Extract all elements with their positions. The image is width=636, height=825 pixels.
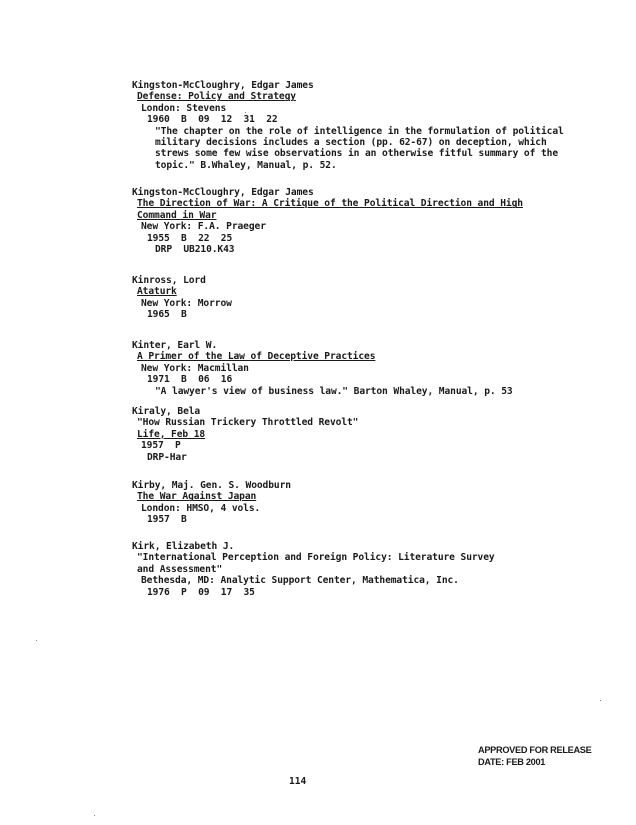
entry-author: Kingston-McCloughry, Edgar James	[132, 80, 314, 91]
entry-title: Defense: Policy and Strategy	[137, 91, 296, 103]
bibliography-entry	[132, 541, 612, 598]
entry-title: Command in War	[137, 209, 217, 221]
entry-note: topic." B.Whaley, Manual, p. 52.	[155, 159, 337, 171]
entry-codes: 1960 B 09 12 31 22	[147, 114, 278, 126]
entry-title: The Direction of War: A Critique of the Political Direction and High	[137, 198, 523, 210]
scan-speck	[36, 640, 37, 641]
bibliography-entry	[132, 340, 612, 397]
scan-speck	[245, 112, 246, 113]
entry-title: Ataturk	[137, 286, 177, 298]
entry-note: military decisions includes a section (pp. 62-67) on deception, which	[155, 137, 547, 149]
bibliography-entry	[132, 406, 612, 463]
bibliography-entry	[132, 480, 612, 526]
bibliography-entry	[132, 187, 612, 255]
entry-codes: 1971 B 06 16	[147, 374, 233, 386]
entry-journal: Life, Feb 18	[137, 428, 206, 440]
entry-location: DRP-Har	[147, 451, 187, 463]
entry-author: Kingston-McCloughry, Edgar James	[132, 187, 314, 198]
entry-title: A Primer of the Law of Deceptive Practices	[137, 351, 376, 363]
entry-publisher: New York: Macmillan	[141, 362, 249, 374]
entry-note: strews some few wise observations in an otherwise fitful summary of the	[155, 148, 558, 160]
entry-publisher: New York: F.A. Praeger	[141, 221, 266, 233]
entry-codes: 1965 B	[147, 309, 187, 321]
entry-article-title: "International Perception and Foreign Policy: Literature Survey	[137, 552, 495, 564]
entry-article-title: and Assessment"	[137, 563, 223, 575]
entry-codes: 1957 B	[147, 514, 187, 526]
scan-speck	[94, 815, 95, 816]
entry-article-title: "How Russian Trickery Throttled Revolt"	[137, 417, 359, 429]
entry-author: Kinross, Lord	[132, 275, 206, 286]
release-stamp-line: APPROVED FOR RELEASE	[478, 745, 592, 755]
entry-publisher: Bethesda, MD: Analytic Support Center, Mathematica, Inc.	[141, 575, 459, 587]
entry-location: DRP UB210.K43	[155, 244, 235, 256]
entry-codes: 1957 P	[141, 440, 181, 452]
release-stamp-date: DATE: FEB 2001	[478, 757, 546, 767]
bibliography-entry	[132, 275, 612, 321]
entry-author: Kinter, Earl W.	[132, 340, 218, 351]
entry-author: Kirk, Elizabeth J.	[132, 541, 235, 552]
entry-note: "A lawyer's view of business law." Barton Whaley, Manual, p. 53	[155, 385, 513, 397]
entry-publisher: London: Stevens	[141, 102, 227, 114]
entry-author: Kirby, Maj. Gen. S. Woodburn	[132, 480, 291, 491]
entry-codes: 1955 B 22 25	[147, 232, 233, 244]
scan-speck	[600, 700, 601, 701]
release-stamp	[478, 744, 591, 768]
entry-codes: 1976 P 09 17 35	[147, 586, 255, 598]
entry-title: The War Against Japan	[137, 491, 257, 503]
entry-publisher: New York: Morrow	[141, 297, 232, 309]
page-number: 114	[289, 776, 307, 787]
entry-publisher: London: HMSO, 4 vols.	[141, 502, 261, 514]
entry-note: "The chapter on the role of intelligence in the formulation of political	[155, 125, 564, 137]
entry-author: Kiraly, Bela	[132, 406, 201, 417]
bibliography-entry	[132, 80, 612, 171]
